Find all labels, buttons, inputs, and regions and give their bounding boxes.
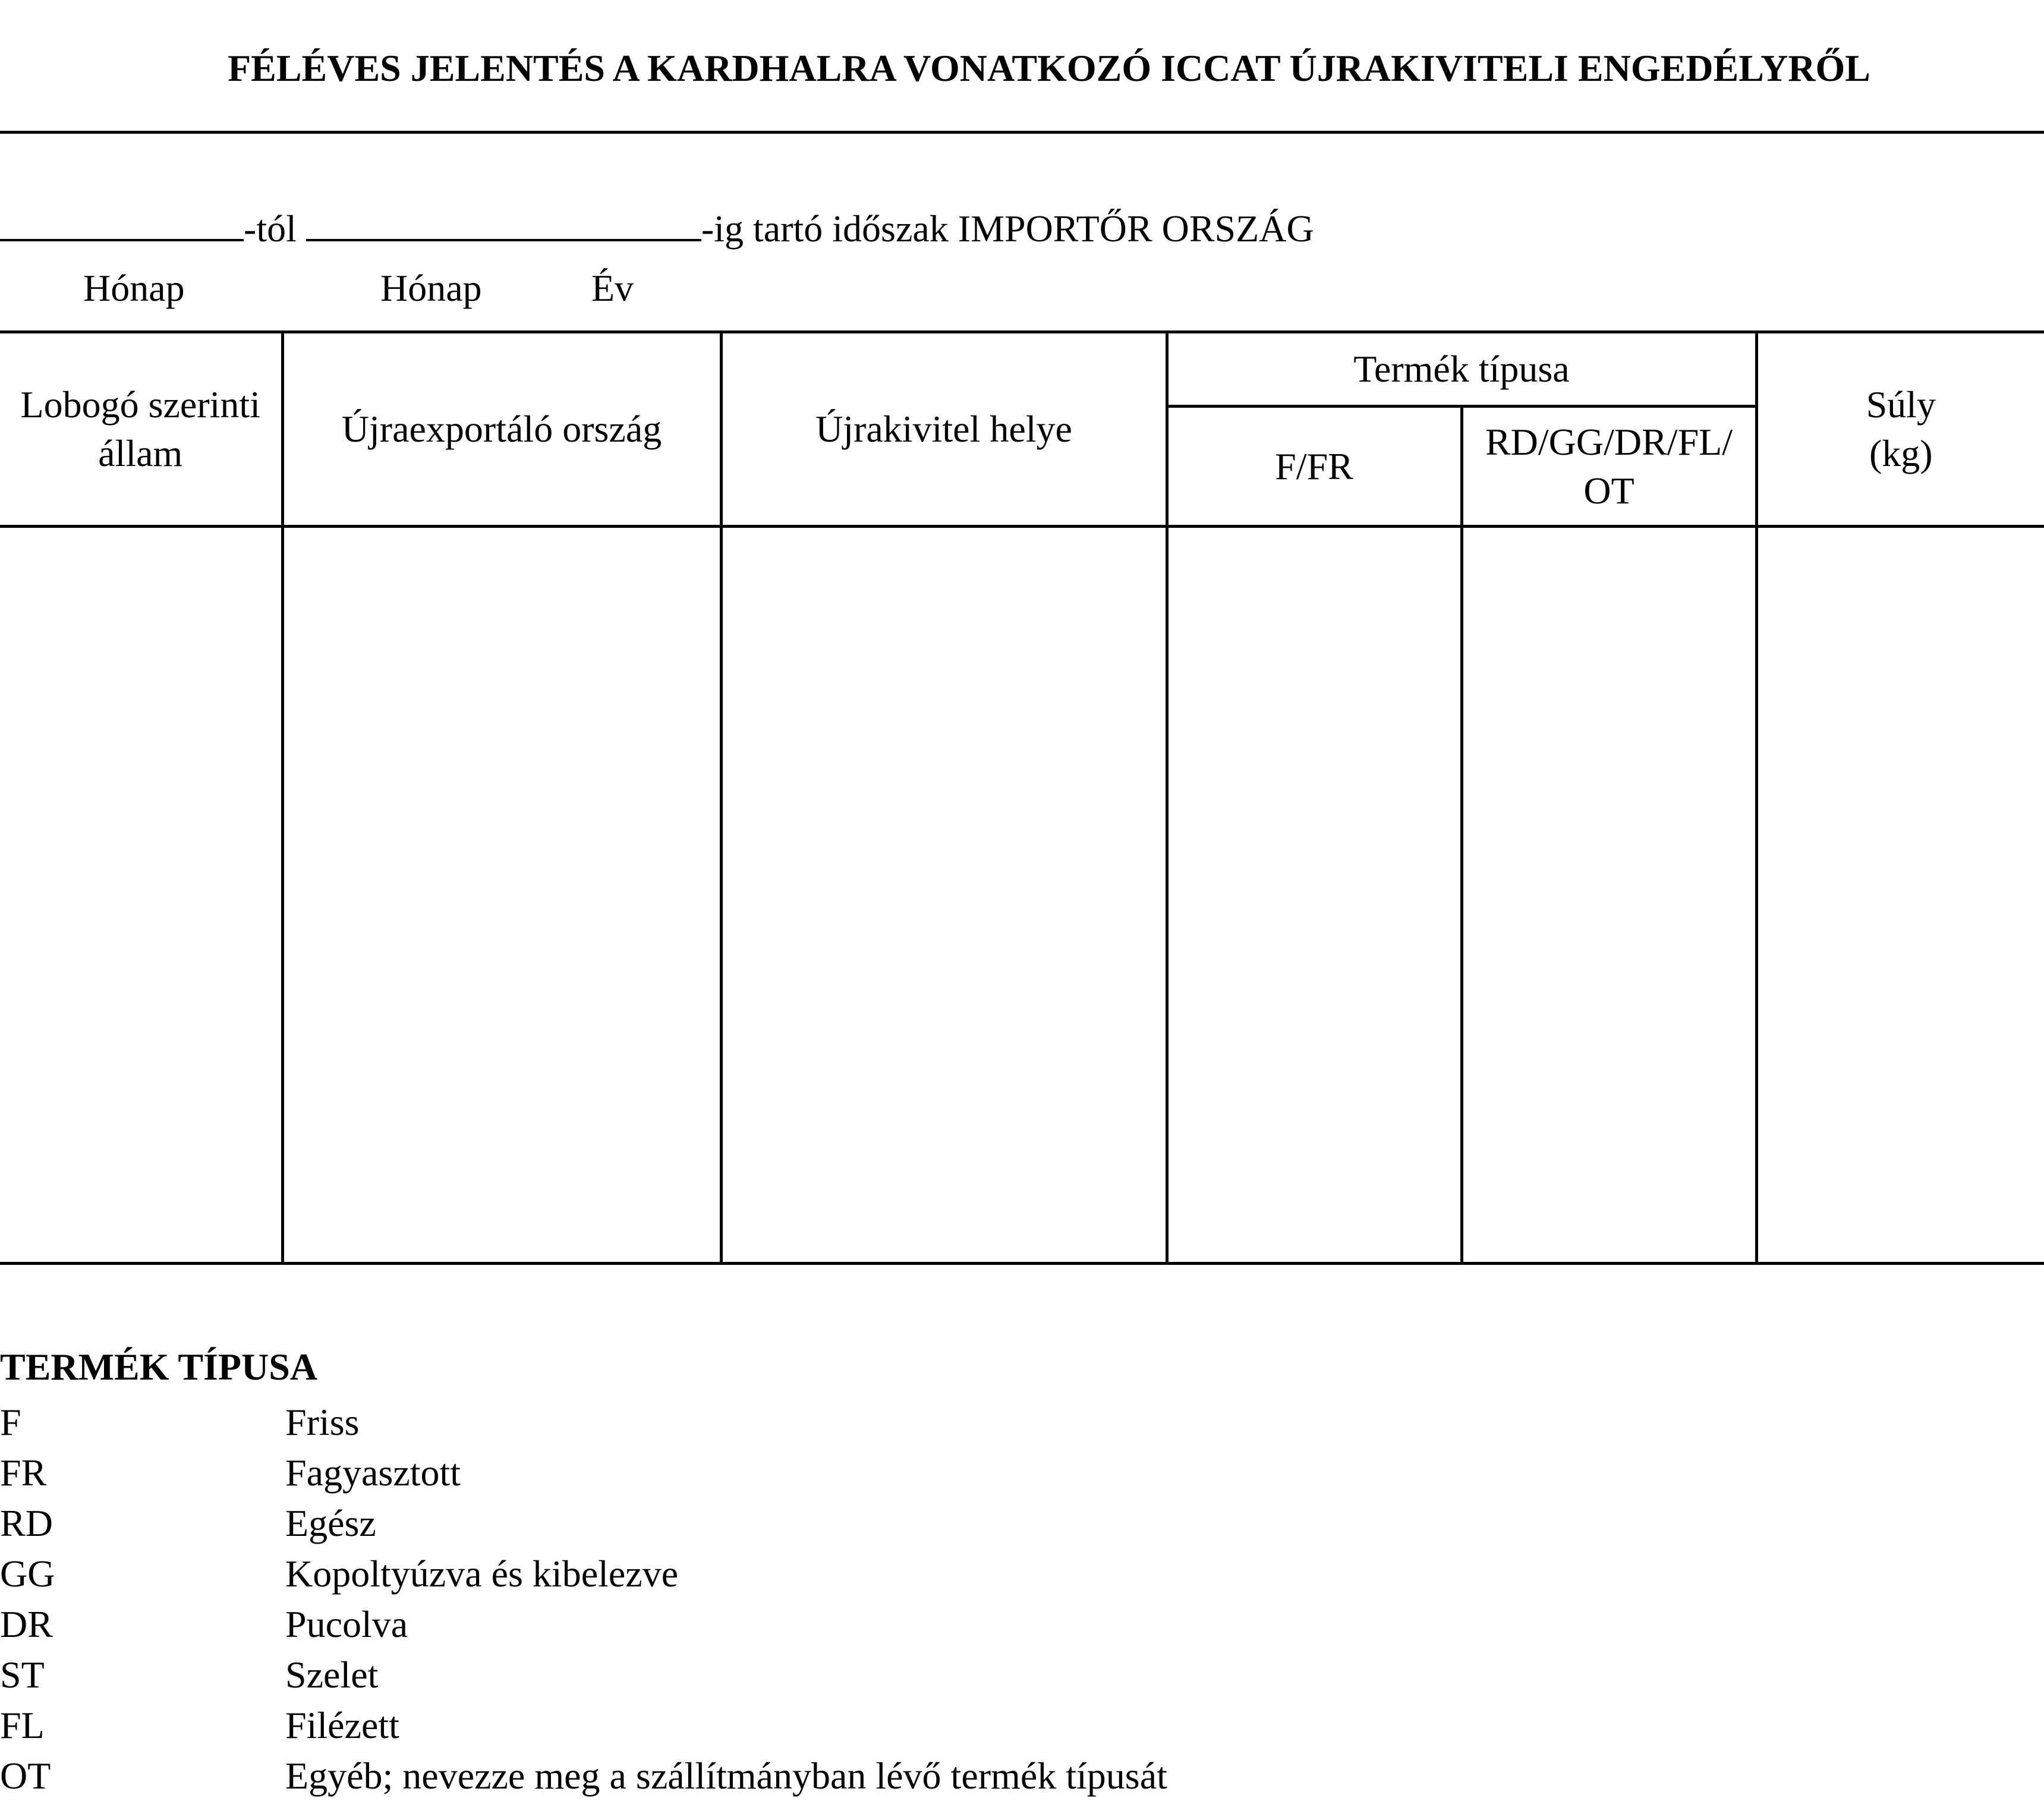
cell-weight[interactable] — [1756, 527, 2044, 1264]
month-to-label: Hónap — [380, 267, 482, 309]
header-product-type: Termék típusa — [1167, 332, 1756, 407]
legend-desc: Egyéb; nevezze meg a szállítmányban lévő termék típusát — [285, 1755, 1167, 1797]
title-divider — [0, 131, 2044, 134]
legend-code: OT — [0, 1755, 51, 1797]
legend-code: DR — [0, 1603, 53, 1645]
to-suffix: -ig tartó időszak IMPORTŐR ORSZÁG — [701, 207, 1314, 250]
from-suffix: -tól — [244, 207, 297, 250]
legend-desc: Friss — [285, 1401, 360, 1443]
cell-product-other[interactable] — [1462, 527, 1756, 1264]
period-line — [0, 202, 1314, 256]
cell-reexport-place[interactable] — [721, 527, 1167, 1264]
month-from-label: Hónap — [83, 267, 185, 309]
legend-code: FR — [0, 1451, 47, 1494]
header-weight-line1: Súly — [1866, 383, 1936, 426]
legend-code: RD — [0, 1502, 53, 1544]
legend-desc: Szelet — [285, 1654, 379, 1696]
header-reexport-place: Újrakivitel helye — [721, 332, 1167, 527]
table-row — [0, 527, 2044, 1264]
header-weight-line2: (kg) — [1869, 432, 1933, 474]
legend-desc: Pucolva — [285, 1603, 408, 1645]
legend-title: TERMÉK TÍPUSA — [0, 1346, 318, 1388]
header-weight — [1756, 332, 2044, 527]
header-product-fresh-frozen: F/FR — [1167, 407, 1462, 527]
cell-reexport-country[interactable] — [282, 527, 721, 1264]
report-table — [0, 330, 2044, 1265]
header-reexport-country: Újraexportáló ország — [282, 332, 721, 527]
header-product-other: RD/GG/DR/FL/ OT — [1462, 407, 1756, 527]
month-to-blank[interactable] — [306, 238, 701, 241]
month-from-blank[interactable] — [0, 238, 244, 241]
legend-code: FL — [0, 1704, 45, 1746]
legend-desc: Kopoltyúzva és kibelezve — [285, 1553, 679, 1595]
cell-product-fresh-frozen[interactable] — [1167, 527, 1462, 1264]
document-title: FÉLÉVES JELENTÉS A KARDHALRA VONATKOZÓ ICCAT ÚJRAKIVITELI ENGEDÉLYRŐL — [228, 47, 1870, 89]
legend-code: ST — [0, 1654, 45, 1696]
legend-desc: Egész — [285, 1502, 376, 1544]
header-flag-state: Lobogó szerinti állam — [0, 332, 282, 527]
year-label: Év — [591, 267, 634, 309]
legend-code: GG — [0, 1553, 55, 1595]
legend-desc: Filézett — [285, 1704, 399, 1746]
cell-flag-state[interactable] — [0, 527, 282, 1264]
legend-code: F — [0, 1401, 21, 1443]
legend-desc: Fagyasztott — [285, 1451, 461, 1494]
